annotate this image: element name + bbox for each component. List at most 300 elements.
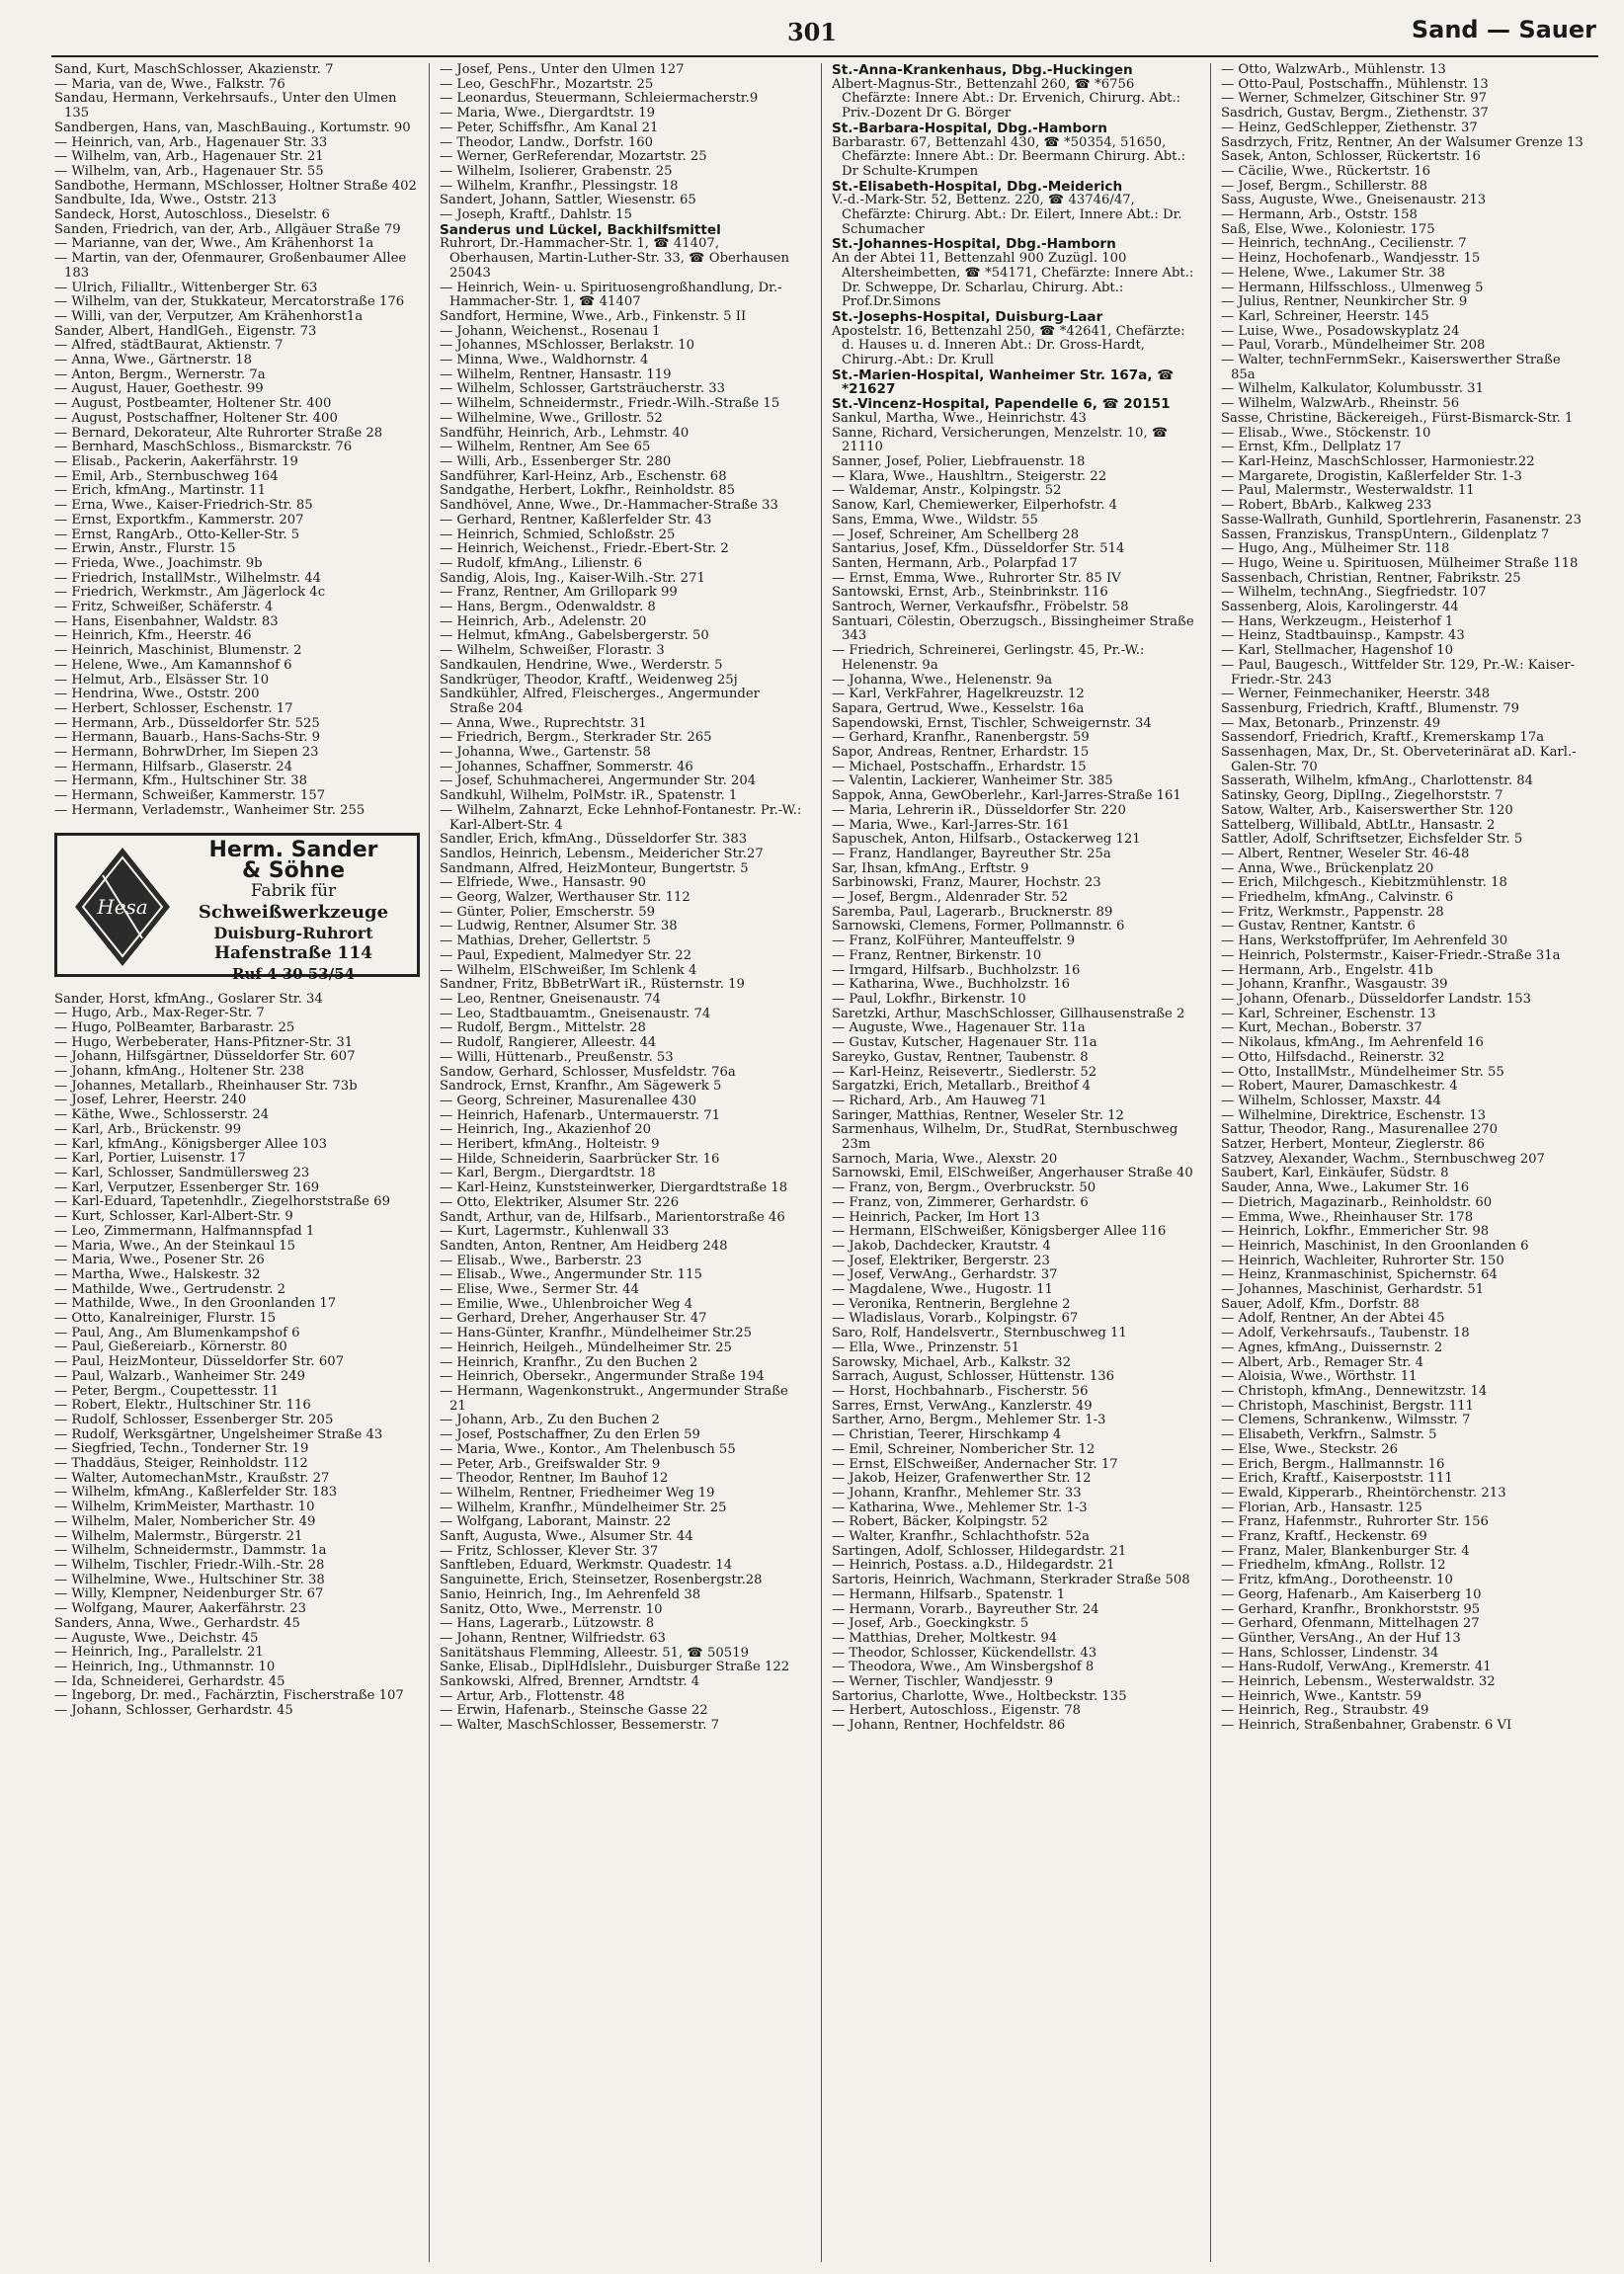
directory-entry: Sanft, Augusta, Wwe., Alsumer Str. 44 <box>440 1529 693 1545</box>
directory-entry: — Franz, KolFührer, Manteuffelstr. 9 <box>832 934 1076 949</box>
directory-entry: — Auguste, Wwe., Deichstr. 45 <box>54 1630 259 1646</box>
directory-entry: Sassendorf, Friedrich, Kraftf., Kremerskamp 17a <box>1221 730 1545 746</box>
directory-entry: — Walter, technFernmSekr., Kaiserswerther Straße 85a <box>1221 353 1561 382</box>
directory-entry: Sar, Ihsan, kfmAng., Erftstr. 9 <box>832 860 1029 876</box>
directory-entry: — Otto-Paul, Postschaffn., Mühlenstr. 13 <box>1221 76 1489 92</box>
directory-entry: Sasse-Wallrath, Gunhild, Sportlehrerin, Fasanenstr. 23 <box>1221 512 1582 528</box>
directory-entry: — Margarete, Drogistin, Kaßlerfelder Str. 1-3 <box>1221 468 1522 484</box>
directory-entry: — Johannes, Metallarb., Rheinhauser Str. 73b <box>54 1078 358 1094</box>
directory-entry: — Frieda, Wwe., Joachimstr. 9b <box>54 555 263 571</box>
directory-entry: — Dietrich, Magazinarb., Reinholdstr. 60 <box>1221 1194 1493 1210</box>
directory-entry: Sauer, Adolf, Kfm., Dorfstr. 88 <box>1221 1296 1420 1312</box>
directory-entry: — Else, Wwe., Steckstr. 26 <box>1221 1441 1399 1457</box>
directory-entry: — Leo, GeschFhr., Mozartstr. 25 <box>440 76 654 92</box>
directory-entry: Saubert, Karl, Einkäufer, Südstr. 8 <box>1221 1166 1449 1181</box>
directory-entry: — Wilhelm, van, Arb., Hagenauer Str. 21 <box>54 149 324 165</box>
directory-entry: — Hermann, BohrwDrher, Im Siepen 23 <box>54 745 319 761</box>
directory-entry: — Wilhelm, Schneidermstr., Friedr.-Wilh.-Straße 15 <box>440 396 780 412</box>
directory-entry: — Artur, Arb., Flottenstr. 48 <box>440 1688 625 1704</box>
directory-entry: — Gerhard, Kranfhr., Bronkhorststr. 95 <box>1221 1601 1481 1617</box>
directory-entry: Sapendowski, Ernst, Tischler, Schweigernstr. 34 <box>832 715 1152 731</box>
directory-entry: — Johannes, MSchlosser, Berlakstr. 10 <box>440 338 695 354</box>
directory-entry: — Heinrich, Ing., Uthmannstr. 10 <box>54 1659 276 1674</box>
directory-entry: — Josef, Schuhmacherei, Angermunder Str. 204 <box>440 773 757 789</box>
directory-entry: Sanke, Elisab., DiplHdlslehr., Duisburger Straße 122 <box>440 1660 790 1675</box>
directory-entry: — Otto, Kanalreiniger, Flurstr. 15 <box>54 1311 277 1327</box>
directory-entry: — Peter, Arb., Greifswalder Str. 9 <box>440 1456 661 1472</box>
directory-entry: — Wilhelm, Schweißer, Florastr. 3 <box>440 643 665 659</box>
directory-entry: — Günter, Polier, Emscherstr. 59 <box>440 904 655 920</box>
directory-entry: — Heinrich, Straßenbahner, Grabenstr. 6 VI <box>1221 1718 1512 1734</box>
directory-entry: — Hendrina, Wwe., Oststr. 200 <box>54 687 260 702</box>
directory-entry: — Hans, Lagerarb., Lützowstr. 8 <box>440 1616 655 1632</box>
directory-entry: — Erich, Milchgesch., Kiebitzmühlenstr. 18 <box>1221 875 1507 891</box>
directory-entry: — Hugo, Arb., Max-Reger-Str. 7 <box>54 1006 265 1021</box>
directory-entry: St.-Marien-Hospital, Wanheimer Str. 167a, ☎ *21627 <box>832 366 1175 398</box>
directory-entry: — Rudolf, kfmAng., Lilienstr. 6 <box>440 555 643 571</box>
directory-entry: — Martin, van der, Ofenmaurer, Großenbaumer Allee 183 <box>54 251 407 281</box>
directory-entry: — Heinrich, Postass. a.D., Hildegardstr. 21 <box>832 1558 1115 1574</box>
directory-entry: — Johanna, Wwe., Gartenstr. 58 <box>440 745 651 761</box>
directory-entry: — Ludwig, Rentner, Alsumer Str. 38 <box>440 919 678 934</box>
directory-entry: — Peter, Schiffsfhr., Am Kanal 21 <box>440 120 659 135</box>
directory-entry: — Hermann, Arb., Düsseldorfer Str. 525 <box>54 715 320 731</box>
directory-entry: — Helmut, kfmAng., Gabelsbergerstr. 50 <box>440 628 709 644</box>
directory-entry: — Wilhelmine, Direktrice, Eschenstr. 13 <box>1221 1107 1486 1123</box>
directory-entry: Sandow, Gerhard, Schlosser, Musfeldstr. 76a <box>440 1064 736 1080</box>
ad-line: Herm. Sander <box>208 837 378 862</box>
directory-entry: — August, Postschaffner, Holtener Str. 400 <box>54 410 338 426</box>
directory-entry: — Bernard, Dekorateur, Alte Ruhrorter Straße 28 <box>54 425 383 441</box>
directory-entry: — Josef, Arb., Goeckingkstr. 5 <box>832 1616 1029 1632</box>
directory-entry: — Elfriede, Wwe., Hansastr. 90 <box>440 875 646 891</box>
directory-entry: — Johann, Hilfsgärtner, Düsseldorfer Str. 607 <box>54 1049 356 1065</box>
directory-entry: Sanden, Friedrich, van der, Arb., Allgäuer Straße 79 <box>54 221 401 237</box>
directory-entry: — Klara, Wwe., Haushltrn., Steigerstr. 22 <box>832 468 1107 484</box>
directory-entry: — Johann, Kranfhr., Wasgaustr. 39 <box>1221 977 1448 993</box>
directory-entry: — Werner, Feinmechaniker, Heerstr. 348 <box>1221 687 1491 702</box>
directory-entry: — Hermann, Schweißer, Kammerstr. 157 <box>54 788 326 804</box>
ad-line: & Söhne <box>241 857 346 883</box>
directory-entry: Satzer, Herbert, Monteur, Zieglerstr. 86 <box>1221 1137 1485 1153</box>
directory-entry: — Josef, Elektriker, Bergerstr. 23 <box>832 1253 1050 1268</box>
header-rule <box>51 55 1598 57</box>
directory-entry: — Hermann, Hilfsarb., Spatenstr. 1 <box>832 1586 1066 1602</box>
directory-entry: — Emil, Schreiner, Nombericher Str. 12 <box>832 1441 1096 1457</box>
hesa-logo-icon <box>73 846 172 968</box>
directory-entry: — Gerhard, Ofenmann, Mittelhagen 27 <box>1221 1616 1480 1632</box>
directory-entry: — Paul, Lokfhr., Birkenstr. 10 <box>832 992 1026 1007</box>
column-divider <box>1210 63 1211 2262</box>
directory-entry: Sartoris, Heinrich, Wachmann, Sterkrader Straße 508 <box>832 1573 1190 1588</box>
directory-entry: — Johann, Rentner, Hochfeldstr. 86 <box>832 1718 1066 1734</box>
directory-entry: — Anna, Wwe., Ruprechtstr. 31 <box>440 715 647 731</box>
directory-entry: — Willi, Hüttenarb., Preußenstr. 53 <box>440 1049 674 1065</box>
directory-entry: — Fritz, kfmAng., Dorotheenstr. 10 <box>1221 1573 1453 1588</box>
directory-entry: — Käthe, Wwe., Schlosserstr. 24 <box>54 1107 270 1123</box>
directory-entry: — Josef, Bergm., Aldenrader Str. 52 <box>832 890 1069 906</box>
directory-entry: — Wilhelm, ElSchweißer, Im Schlenk 4 <box>440 962 697 978</box>
directory-entry: — Friedrich, Werkmstr., Am Jägerlock 4c <box>54 585 326 601</box>
directory-entry: — Heinrich, Maschinist, In den Groonlanden 6 <box>1221 1238 1529 1254</box>
directory-entry: Sarnowski, Emil, ElSchweißer, Angerhauser Straße 40 <box>832 1166 1193 1181</box>
directory-entry: — Wolfgang, Laborant, Mainstr. 22 <box>440 1514 672 1530</box>
directory-entry: — Heinrich, Wwe., Kantstr. 59 <box>1221 1688 1421 1704</box>
directory-entry: — Thaddäus, Steiger, Reinholdstr. 112 <box>54 1456 308 1472</box>
directory-entry: — Karl, VerkFahrer, Hagelkreuzstr. 12 <box>832 687 1085 702</box>
directory-entry: Sandführer, Karl-Heinz, Arb., Eschenstr. 68 <box>440 468 727 484</box>
directory-entry: — Wilhelm, Rentner, Friedheimer Weg 19 <box>440 1485 715 1501</box>
directory-entry: Sattelberg, Willibald, AbtLtr., Hansastr. 2 <box>1221 817 1496 833</box>
directory-entry: — Friedrich, Bergm., Sterkrader Str. 265 <box>440 730 712 746</box>
directory-entry: — Hilde, Schneiderin, Saarbrücker Str. 16 <box>440 1151 720 1167</box>
directory-entry: — Johann, Kranfhr., Mehlemer Str. 33 <box>832 1485 1082 1501</box>
directory-entry: — Werner, GerReferendar, Mozartstr. 25 <box>440 149 707 165</box>
directory-entry: — Werner, Tischler, Wandjesstr. 9 <box>832 1674 1053 1690</box>
directory-entry: — Elisab., Packerin, Aakerfährstr. 19 <box>54 453 298 469</box>
directory-entry: — Wilhelmine, Wwe., Grillostr. 52 <box>440 410 663 426</box>
directory-entry: — Maria, Wwe., Kontor., Am Thelenbusch 55 <box>440 1441 736 1457</box>
directory-entry: — Christoph, kfmAng., Dennewitzstr. 14 <box>1221 1383 1488 1399</box>
directory-entry: — Rudolf, Schlosser, Essenberger Str. 205 <box>54 1412 334 1427</box>
directory-entry: — Kurt, Mechan., Boberstr. 37 <box>1221 1020 1422 1036</box>
directory-entry: — Helene, Wwe., Lakumer Str. 38 <box>1221 265 1445 281</box>
directory-entry: — Paul, HeizMonteur, Düsseldorfer Str. 607 <box>54 1354 345 1370</box>
directory-entry: — Herbert, Autoschloss., Eigenstr. 78 <box>832 1703 1082 1719</box>
directory-entry: — Aloisia, Wwe., Wörthstr. 11 <box>1221 1369 1418 1385</box>
directory-column-2 <box>440 63 805 2266</box>
directory-entry: St.-Barbara-Hospital, Dbg.-Hamborn <box>832 120 1107 136</box>
directory-entry: — Walter, AutomechanMstr., Kraußstr. 27 <box>54 1470 330 1486</box>
directory-entry: — Heinrich, Packer, Im Hort 13 <box>832 1209 1040 1225</box>
directory-entry: — Agnes, kfmAng., Duissernstr. 2 <box>1221 1340 1443 1355</box>
directory-entry: — Friedhelm, kfmAng., Calvinstr. 6 <box>1221 890 1454 906</box>
directory-entry: — Erich, kfmAng., Martinstr. 11 <box>54 483 266 499</box>
directory-entry: — August, Postbeamter, Holtener Str. 400 <box>54 396 332 412</box>
directory-entry: — Johann, Schlosser, Gerhardstr. 45 <box>54 1703 293 1719</box>
directory-entry: — Maria, Wwe., Karl-Jarres-Str. 161 <box>832 817 1070 833</box>
directory-entry: Sandner, Fritz, BbBetrWart iR., Rüsternstr. 19 <box>440 977 745 993</box>
directory-entry: Sandig, Alois, Ing., Kaiser-Wilh.-Str. 271 <box>440 570 705 586</box>
directory-entry: — Heinz, Stadtbauinsp., Kampstr. 43 <box>1221 628 1465 644</box>
column-divider <box>429 63 430 2262</box>
directory-entry: — Clemens, Schrankenw., Wilmsstr. 7 <box>1221 1413 1471 1428</box>
directory-entry: — Karl, Verputzer, Essenberger Str. 169 <box>54 1179 320 1195</box>
directory-entry: — Wilhelm, Schlosser, Gartsträucherstr. 33 <box>440 381 725 397</box>
directory-entry: — Gustav, Rentner, Kantstr. 6 <box>1221 919 1416 934</box>
directory-entry: — Gustav, Kutscher, Hagenauer Str. 11a <box>832 1035 1097 1051</box>
directory-entry: — Willi, van der, Verputzer, Am Krähenhorst1a <box>54 308 364 324</box>
directory-entry: — Robert, Elektr., Hultschiner Str. 116 <box>54 1398 311 1414</box>
ad-line: Fabrik für <box>250 880 337 901</box>
directory-column-1 <box>54 63 420 2266</box>
directory-entry: — Jakob, Heizer, Grafenwerther Str. 12 <box>832 1471 1092 1487</box>
directory-entry: — Wilhelm, Schneidermstr., Dammstr. 1a <box>54 1543 327 1559</box>
directory-entry: — Hans, Eisenbahner, Waldstr. 83 <box>54 613 279 629</box>
directory-entry: — Christian, Teerer, Hirschkamp 4 <box>832 1427 1062 1443</box>
directory-entry: Sarres, Ernst, VerwAng., Kanzlerstr. 49 <box>832 1398 1093 1414</box>
directory-entry: — Franz, von, Zimmerer, Gerhardstr. 6 <box>832 1194 1089 1210</box>
directory-entry: — Hermann, Hilfsschloss., Ulmenweg 5 <box>1221 280 1484 295</box>
directory-entry: Sandler, Erich, kfmAng., Düsseldorfer Str. 383 <box>440 832 748 848</box>
directory-entry: — Hermann, Bauarb., Hans-Sachs-Str. 9 <box>54 730 320 746</box>
directory-entry: — Heinz, Kranmaschinist, Spichernstr. 64 <box>1221 1267 1498 1283</box>
directory-entry: — Karl, Bergm., Diergardtstr. 18 <box>440 1166 656 1181</box>
directory-entry: Satinsky, Georg, DiplIng., Ziegelhorststr. 7 <box>1221 788 1503 804</box>
directory-entry: — Maria, Wwe., Posener Str. 26 <box>54 1253 265 1268</box>
directory-entry: Sasserath, Wilhelm, kfmAng., Charlottenstr. 84 <box>1221 773 1534 789</box>
page-number: 301 <box>786 18 838 46</box>
directory-entry: Sanne, Richard, Versicherungen, Menzelstr. 10, ☎ 21110 <box>832 425 1169 455</box>
directory-entry: Sattler, Adolf, Schriftsetzer, Eichsfelder Str. 5 <box>1221 832 1523 848</box>
directory-entry: — Georg, Schreiner, Masurenallee 430 <box>440 1093 697 1108</box>
directory-entry: — Fritz, Schlosser, Klever Str. 37 <box>440 1543 659 1559</box>
directory-entry: — Heinrich, Lebensm., Westerwaldstr. 32 <box>1221 1674 1496 1690</box>
directory-entry: — Wilhelm, Rentner, Am See 65 <box>440 440 651 455</box>
directory-entry: — Otto, Elektriker, Alsumer Str. 226 <box>440 1194 680 1210</box>
directory-entry: Sankul, Martha, Wwe., Heinrichstr. 43 <box>832 410 1087 426</box>
directory-entry: — Heinrich, Lokfhr., Emmericher Str. 98 <box>1221 1224 1490 1240</box>
directory-entry: — Irmgard, Hilfsarb., Buchholzstr. 16 <box>832 962 1081 978</box>
directory-entry: — Luise, Wwe., Posadowskyplatz 24 <box>1221 323 1460 339</box>
directory-entry: — Hermann, Hilfsarb., Glaserstr. 24 <box>54 759 293 774</box>
directory-entry: Sandeck, Horst, Autoschloss., Dieselstr. 6 <box>54 207 330 223</box>
directory-entry: Sankowski, Alfred, Brenner, Arndtstr. 4 <box>440 1674 700 1690</box>
directory-entry: — Ernst, RangArb., Otto-Keller-Str. 5 <box>54 527 300 542</box>
directory-entry: — Martha, Wwe., Halskestr. 32 <box>54 1266 261 1282</box>
directory-entry: Sasek, Anton, Schlosser, Rückertstr. 16 <box>1221 149 1481 165</box>
directory-entry: — Franz, Handlanger, Bayreuther Str. 25a <box>832 846 1111 861</box>
directory-entry: Sassenberg, Alois, Karolingerstr. 44 <box>1221 600 1459 615</box>
directory-entry: Sauder, Anna, Wwe., Lakumer Str. 16 <box>1221 1180 1470 1196</box>
directory-entry: — Anna, Wwe., Gärtnerstr. 18 <box>54 353 253 368</box>
directory-entry: Sarmenhaus, Wilhelm, Dr., StudRat, Sternbuschweg 23m <box>832 1122 1178 1153</box>
directory-entry: — Heinrich, Kfm., Heerstr. 46 <box>54 628 252 644</box>
directory-entry: — Theodor, Rentner, Im Bauhof 12 <box>440 1471 669 1487</box>
directory-entry: Sanders, Anna, Wwe., Gerhardstr. 45 <box>54 1615 300 1631</box>
directory-entry: — Wilhelm, Kranfhr., Plessingstr. 18 <box>440 178 679 194</box>
directory-entry: Sargatzki, Erich, Metallarb., Breithof 4 <box>832 1079 1092 1095</box>
directory-entry: Sarowsky, Michael, Arb., Kalkstr. 32 <box>832 1354 1071 1370</box>
directory-entry: — Paul, Gießereiarb., Körnerstr. 80 <box>54 1340 287 1355</box>
directory-entry: Satzvey, Alexander, Wachm., Sternbuschweg 207 <box>1221 1151 1545 1167</box>
directory-entry: Sattur, Theodor, Rang., Masurenallee 270 <box>1221 1122 1498 1138</box>
directory-entry: — Friedrich, InstallMstr., Wilhelmstr. 44 <box>54 570 322 586</box>
directory-entry: — Karl, Schlosser, Sandmüllersweg 23 <box>54 1166 310 1180</box>
directory-entry: — Joseph, Kraftf., Dahlstr. 15 <box>440 207 632 223</box>
directory-entry: St.-Josephs-Hospital, Duisburg-Laar <box>832 308 1103 325</box>
directory-entry: — Florian, Arb., Hansastr. 125 <box>1221 1500 1422 1515</box>
directory-entry: — Emilie, Wwe., Uhlenbroicher Weg 4 <box>440 1296 693 1312</box>
directory-entry: — Theodor, Landw., Dorfstr. 160 <box>440 134 654 150</box>
directory-entry: — Ernst, ElSchweißer, Andernacher Str. 17 <box>832 1456 1118 1472</box>
directory-entry: — Willi, Arb., Essenberger Str. 280 <box>440 453 672 469</box>
directory-entry: — Heinrich, Maschinist, Blumenstr. 2 <box>54 643 302 659</box>
directory-entry: — Elisab., Wwe., Angermunder Str. 115 <box>440 1267 702 1283</box>
directory-entry: — Leo, Zimmermann, Halfmannspfad 1 <box>54 1223 315 1239</box>
directory-entry: Sareyko, Gustav, Rentner, Taubenstr. 8 <box>832 1049 1089 1065</box>
directory-entry: — Mathilde, Wwe., Gertrudenstr. 2 <box>54 1281 285 1297</box>
directory-entry: — Paul, Malermstr., Westerwaldstr. 11 <box>1221 483 1475 499</box>
directory-entry: — Hugo, Werbeberater, Hans-Pfitzner-Str. 31 <box>54 1034 354 1050</box>
directory-entry: — Rudolf, Rangierer, Alleestr. 44 <box>440 1035 657 1051</box>
directory-entry: Sanitz, Otto, Wwe., Merrenstr. 10 <box>440 1601 663 1617</box>
directory-entry: — Bernhard, MaschSchloss., Bismarckstr. 76 <box>54 440 353 455</box>
directory-entry: Sanow, Karl, Chemiewerker, Eilperhofstr. 4 <box>832 498 1118 514</box>
directory-entry: — Johann, Rentner, Wilfriedstr. 63 <box>440 1630 666 1646</box>
directory-entry: — Georg, Hafenarb., Am Kaiserberg 10 <box>1221 1586 1482 1602</box>
directory-entry: — Elise, Wwe., Sermer Str. 44 <box>440 1282 639 1298</box>
directory-entry: — Wilhelm, KrimMeister, Marthastr. 10 <box>54 1500 315 1515</box>
directory-entry: Sarrach, August, Schlosser, Hüttenstr. 136 <box>832 1369 1115 1385</box>
directory-entry: — Anton, Bergm., Wernerstr. 7a <box>54 366 266 382</box>
directory-entry: — Wilhelm, Tischler, Friedr.-Wilh.-Str. 28 <box>54 1557 325 1573</box>
directory-entry: — Paul, Expedient, Malmedyer Str. 22 <box>440 947 692 963</box>
directory-entry: Sandten, Anton, Rentner, Am Heidberg 248 <box>440 1238 728 1254</box>
directory-entry: — Günther, VersAng., An der Huf 13 <box>1221 1630 1461 1646</box>
directory-entry: — Erwin, Hafenarb., Steinsche Gasse 22 <box>440 1703 708 1719</box>
directory-entry: Sandbulte, Ida, Wwe., Oststr. 213 <box>54 193 277 208</box>
directory-entry: — Christoph, Maschinist, Bergstr. 111 <box>1221 1398 1474 1414</box>
directory-entry: Santuari, Cölestin, Oberzugsch., Bissingheimer Straße 343 <box>832 613 1194 644</box>
directory-entry: V.-d.-Mark-Str. 52, Bettenz. 220, ☎ 43746/47, Chefärzte: Chirurg. Abt.: Dr. Eilert, Innere Abt.: Dr. Schumacher <box>832 193 1182 237</box>
directory-entry: — Johannes, Schaffner, Sommerstr. 46 <box>440 759 693 774</box>
directory-entry: Sassenburg, Friedrich, Kraftf., Blumenstr. 79 <box>1221 700 1519 716</box>
directory-entry: Sandgathe, Herbert, Lokfhr., Reinholdstr. 85 <box>440 483 736 499</box>
directory-entry: Sand, Kurt, MaschSchlosser, Akazienstr. 7 <box>54 63 334 77</box>
directory-entry: — Helene, Wwe., Am Kamannshof 6 <box>54 657 292 673</box>
directory-entry: — Heinz, Hochofenarb., Wandjesstr. 15 <box>1221 251 1481 267</box>
directory-entry: — Heinrich, Arb., Adelenstr. 20 <box>440 613 647 629</box>
directory-entry: — Erich, Bergm., Hallmannstr. 16 <box>1221 1456 1445 1472</box>
directory-entry: — Wilhelm, van der, Stukkateur, Mercatorstraße 176 <box>54 294 405 310</box>
directory-entry: Sass, Auguste, Wwe., Gneisenaustr. 213 <box>1221 193 1487 208</box>
directory-entry: Sandkuhl, Wilhelm, PolMstr. iR., Spatenstr. 1 <box>440 788 738 804</box>
directory-entry: Sarther, Arno, Bergm., Mehlemer Str. 1-3 <box>832 1413 1106 1428</box>
directory-entry: — Hans-Rudolf, VerwAng., Kremerstr. 41 <box>1221 1660 1492 1675</box>
directory-entry: — Ernst, Exportkfm., Kammerstr. 207 <box>54 512 304 528</box>
directory-entry: — Wilhelm, Kranfhr., Mündelheimer Str. 25 <box>440 1500 727 1515</box>
directory-column-3 <box>832 63 1197 2266</box>
directory-entry: — Elisabeth, Verkfrn., Salmstr. 5 <box>1221 1427 1437 1443</box>
directory-entry: Sandkrüger, Theodor, Kraftf., Weidenweg 25j <box>440 672 738 688</box>
directory-entry: — Theodor, Schlosser, Kückendellstr. 43 <box>832 1645 1097 1661</box>
directory-entry: — Adolf, Verkehrsaufs., Taubenstr. 18 <box>1221 1326 1470 1341</box>
directory-entry: — Friedhelm, kfmAng., Rollstr. 12 <box>1221 1558 1446 1574</box>
directory-entry: — Paul, Ang., Am Blumenkampshof 6 <box>54 1325 300 1340</box>
directory-entry: — Matthias, Dreher, Moltkestr. 94 <box>832 1630 1058 1646</box>
directory-entry: — Marianne, van der, Wwe., Am Krähenhorst 1a <box>54 236 374 252</box>
directory-entry: — Gerhard, Rentner, Kaßlerfelder Str. 43 <box>440 512 712 528</box>
directory-entry: — Rudolf, Bergm., Mittelstr. 28 <box>440 1020 646 1036</box>
directory-entry: Sasse, Christine, Bäckereigeh., Fürst-Bismarck-Str. 1 <box>1221 410 1574 426</box>
directory-entry: Sandfort, Hermine, Wwe., Arb., Finkenstr. 5 II <box>440 308 747 324</box>
directory-entry: — Katharina, Wwe., Buchholzstr. 16 <box>832 977 1070 993</box>
directory-entry: — Hans-Günter, Kranfhr., Mündelheimer Str.25 <box>440 1326 753 1341</box>
directory-entry: Sandbergen, Hans, van, MaschBauing., Kortumstr. 90 <box>54 120 411 135</box>
directory-entry: Sapuschek, Anton, Hilfsarb., Ostackerweg 121 <box>832 832 1141 848</box>
directory-entry: — Robert, Bäcker, Kolpingstr. 52 <box>832 1514 1048 1530</box>
directory-entry: Sanderus und Lückel, Backhilfsmittel <box>440 221 721 238</box>
directory-entry: Santowski, Ernst, Arb., Steinbrinkstr. 116 <box>832 585 1108 601</box>
directory-entry: Sandrock, Ernst, Kranfhr., Am Sägewerk 5 <box>440 1079 722 1095</box>
directory-entry: — Albert, Arb., Remager Str. 4 <box>1221 1354 1424 1370</box>
logo-text: Hesa <box>97 894 148 919</box>
directory-entry: — Hermann, Verlademstr., Wanheimer Str. 255 <box>54 802 365 818</box>
directory-entry: — Heinrich, Ing., Akazienhof 20 <box>440 1122 652 1138</box>
directory-entry: — Ernst, Kfm., Dellplatz 17 <box>1221 440 1402 455</box>
directory-entry: — Heinrich, Weichenst., Friedr.-Ebert-Str. 2 <box>440 541 729 557</box>
directory-entry: — Hans, Schlosser, Lindenstr. 34 <box>1221 1645 1439 1661</box>
directory-entry: — Wilhelm, Kalkulator, Kolumbusstr. 31 <box>1221 381 1484 397</box>
directory-entry: — Wilhelm, kfmAng., Kaßlerfelder Str. 183 <box>54 1485 338 1501</box>
directory-entry: — Wilhelm, Malermstr., Bürgerstr. 21 <box>54 1528 303 1544</box>
directory-entry: — Karl-Heinz, Kunststeinwerker, Diergardtstraße 18 <box>440 1180 788 1196</box>
directory-entry: — Johann, Weichenst., Rosenau 1 <box>440 323 661 339</box>
directory-entry: Sandmann, Alfred, HeizMonteur, Bungertstr. 5 <box>440 860 749 876</box>
directory-entry: Sasdrzych, Fritz, Rentner, An der Walsumer Grenze 13 <box>1221 134 1583 150</box>
directory-entry: — Paul, Baugesch., Wittfelder Str. 129, Pr.-W.: Kaiser-Friedr.-Str. 243 <box>1221 657 1576 688</box>
directory-entry: — Heinrich, Schmied, Schloßstr. 25 <box>440 527 676 542</box>
directory-entry: Sanguinette, Erich, Steinsetzer, Rosenbergstr.28 <box>440 1573 763 1588</box>
directory-entry: Sanitätshaus Flemming, Alleestr. 51, ☎ 50519 <box>440 1645 749 1661</box>
directory-entry: — Elisab., Wwe., Stöckenstr. 10 <box>1221 425 1431 441</box>
directory-entry: — Auguste, Wwe., Hagenauer Str. 11a <box>832 1020 1086 1036</box>
directory-entry: — Anna, Wwe., Brückenplatz 20 <box>1221 860 1434 876</box>
directory-entry: — Franz, Maler, Blankenburger Str. 4 <box>1221 1543 1470 1559</box>
directory-entry: Sarnoch, Maria, Wwe., Alexstr. 20 <box>832 1151 1058 1167</box>
directory-entry: — Michael, Postschaffn., Erhardstr. 15 <box>832 759 1087 774</box>
directory-entry: Barbarastr. 67, Bettenzahl 430, ☎ *50354, 51650, Chefärzte: Innere Abt.: Dr. Beermann Chirurg. Abt.: Dr Schulte-Krumpen <box>832 134 1186 179</box>
directory-entry: Sapor, Andreas, Rentner, Erhardstr. 15 <box>832 745 1090 761</box>
directory-entry: — Horst, Hochbahnarb., Fischerstr. 56 <box>832 1383 1089 1399</box>
directory-entry: An der Abtei 11, Bettenzahl 900 Zuzügl. 100 Altersheimbetten, ☎ *54171, Chefärzte: Innere Abt.: Dr. Schweppe, Dr. Scharlau, Chirurg. Abt.: Prof.Dr.Simons <box>832 251 1194 310</box>
directory-entry: St.-Anna-Krankenhaus, Dbg.-Huckingen <box>832 63 1133 78</box>
directory-entry: — Willy, Klempner, Neidenburger Str. 67 <box>54 1586 324 1602</box>
ad-text <box>176 837 411 985</box>
directory-entry: St.-Elisabeth-Hospital, Dbg.-Meiderich <box>832 178 1123 195</box>
directory-entry: — Minna, Wwe., Waldhornstr. 4 <box>440 353 649 368</box>
directory-entry: — Walter, MaschSchlosser, Bessemerstr. 7 <box>440 1718 720 1734</box>
directory-entry: — Heinrich, Wein- u. Spirituosengroßhandlung, Dr.-Hammacher-Str. 1, ☎ 41407 <box>440 280 782 310</box>
directory-entry: — Maria, Lehrerin iR., Düsseldorfer Str. 220 <box>832 802 1126 818</box>
directory-entry: — Gerhard, Kranfhr., Ranenbergstr. 59 <box>832 730 1090 746</box>
directory-entry: — Elisab., Wwe., Barberstr. 23 <box>440 1253 642 1268</box>
directory-entry: — Maria, Wwe., An der Steinkaul 15 <box>54 1238 296 1254</box>
ad-line: Duisburg-Ruhrort <box>213 923 373 942</box>
directory-entry: — Franz, Hafenmstr., Ruhrorter Str. 156 <box>1221 1514 1489 1530</box>
column-divider <box>821 63 822 2262</box>
directory-entry: — Heinrich, Polstermstr., Kaiser-Friedr.-Straße 31a <box>1221 947 1561 963</box>
directory-entry: — Friedrich, Schreinerei, Gerlingstr. 45, Pr.-W.: Helenenstr. 9a <box>832 643 1145 673</box>
directory-entry: — Wladislaus, Vorarb., Kolpingstr. 67 <box>832 1311 1079 1327</box>
directory-entry: — Johannes, Maschinist, Gerhardstr. 51 <box>1221 1282 1485 1298</box>
directory-entry: — Magdalene, Wwe., Hugostr. 11 <box>832 1282 1053 1298</box>
directory-entry: — Wilhelm, Schlosser, Maxstr. 44 <box>1221 1093 1442 1108</box>
directory-entry: — Hans, Werkstoffprüfer, Im Aehrenfeld 30 <box>1221 934 1508 949</box>
directory-entry: — Maria, Wwe., Diergardtstr. 19 <box>440 106 656 122</box>
directory-entry: — Julius, Rentner, Neunkircher Str. 9 <box>1221 294 1468 310</box>
directory-entry: Sassenhagen, Max, Dr., St. Oberveterinärat aD. Karl.-Galen-Str. 70 <box>1221 745 1577 774</box>
directory-entry: — Josef, Postschaffner, Zu den Erlen 59 <box>440 1427 700 1443</box>
directory-entry: — Hans, Werkzeugm., Heisterhof 1 <box>1221 613 1454 629</box>
entries-before-ad <box>54 63 420 819</box>
directory-entry: — Cäcilie, Wwe., Rückertstr. 16 <box>1221 163 1431 179</box>
directory-entry: Sander, Albert, HandlGeh., Eigenstr. 73 <box>54 323 317 339</box>
directory-entry: — Ernst, Emma, Wwe., Ruhrorter Str. 85 IV <box>832 570 1121 586</box>
directory-entry: — Paul, Walzarb., Wanheimer Str. 249 <box>54 1368 306 1384</box>
directory-entry: — Kurt, Lagermstr., Kuhlenwall 33 <box>440 1224 670 1240</box>
